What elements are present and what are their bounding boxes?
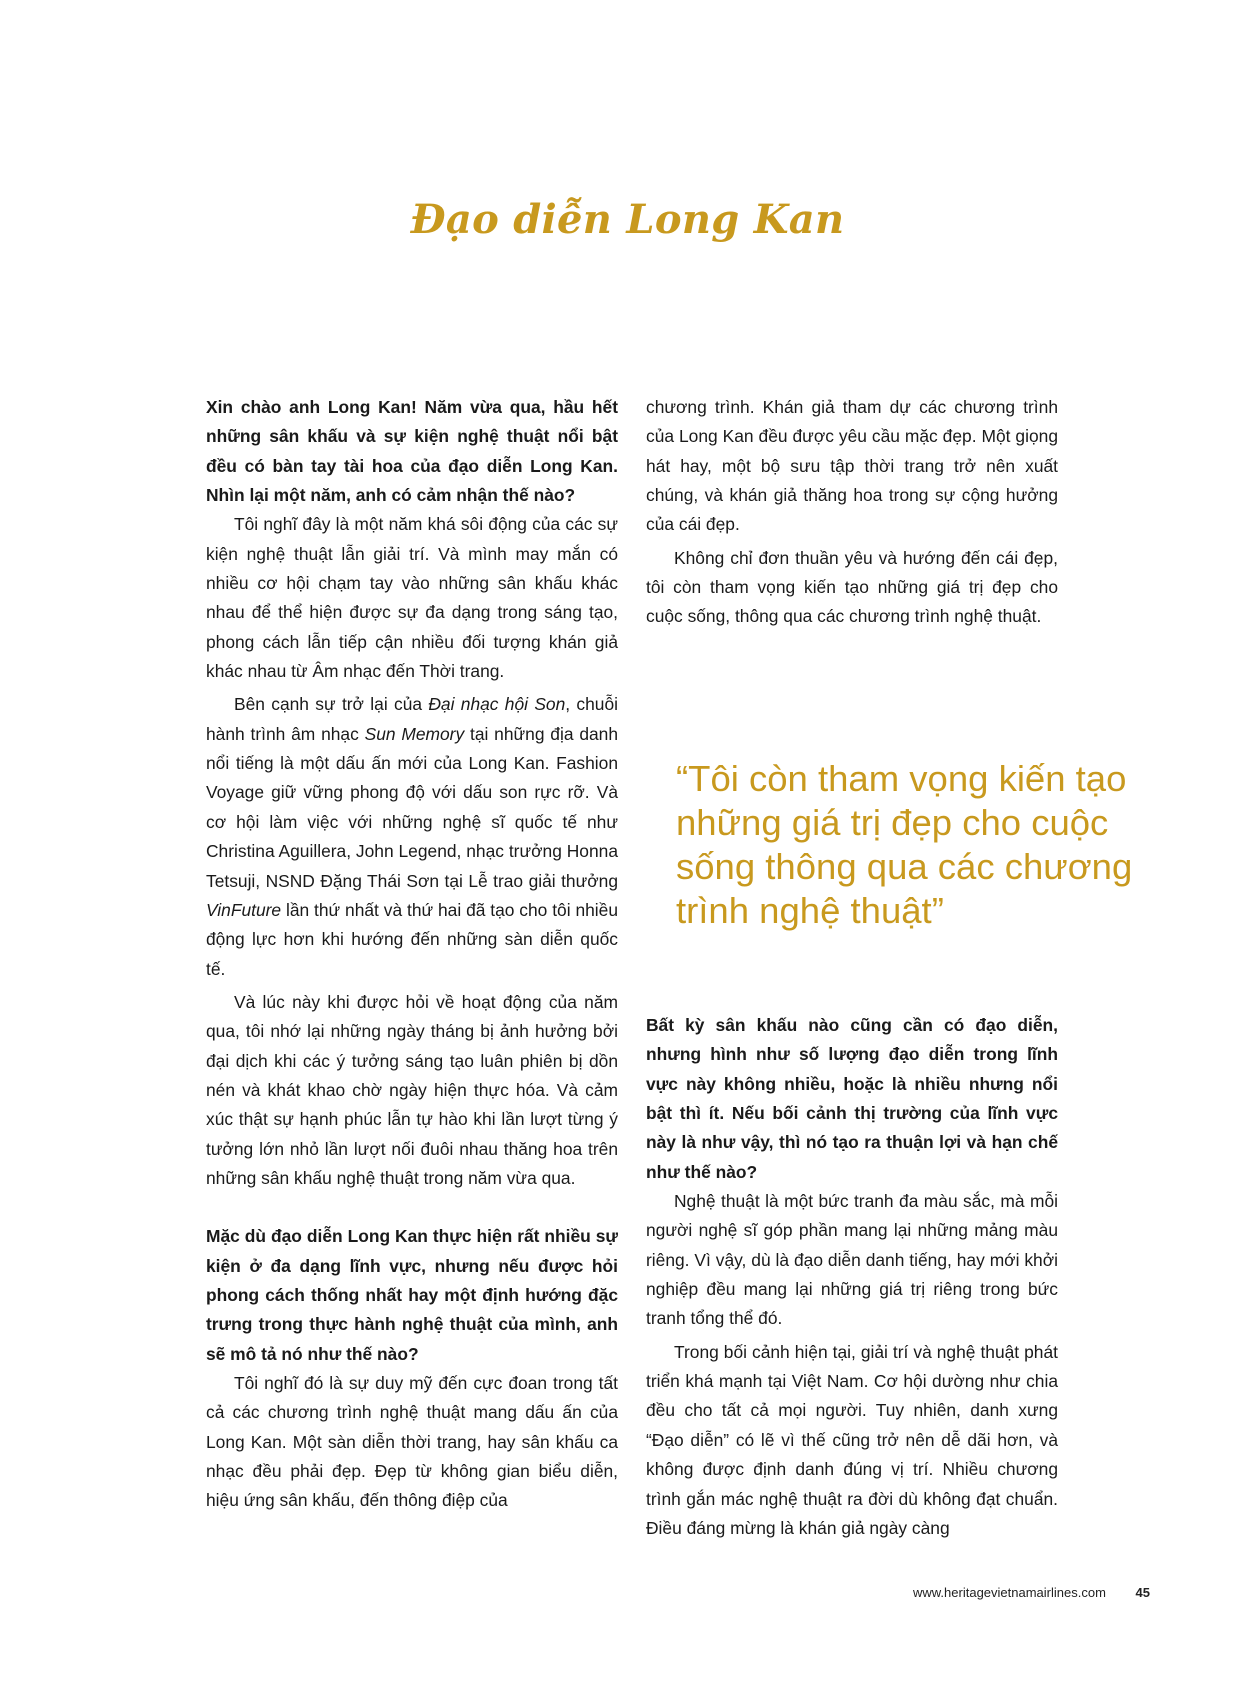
event-name-sun-memory: Sun Memory [364,723,465,744]
answer-6: Nghệ thuật là một bức tranh đa màu sắc, mà mỗi người nghệ sĩ góp phần mang lại những mảng màu riêng. Vì vậy, dù là đạo diễn danh tiếng, hay mới khởi nghiệp đều mang lại những giá trị riêng trong bức tranh tổng thể đó. [646,1191,1058,1329]
question-1: Xin chào anh Long Kan! Năm vừa qua, hầu hết những sân khấu và sự kiện nghệ thuật nổi bật đều có bàn tay tài hoa của đạo diễn Long Kan. Nhìn lại một năm, anh có cảm nhận thế nào? [206,397,618,506]
page-footer [0,1585,1150,1600]
answer-3: Và lúc này khi được hỏi về hoạt động của năm qua, tôi nhớ lại những ngày tháng bị ảnh hưởng bởi đại dịch khi các ý tưởng sáng tạo luân phiên bị dồn nén và khát khao chờ ngày hiện thực hóa. Và cảm xúc thật sự hạnh phúc lẫn tự hào khi lần lượt từng ý tưởng lớn nhỏ lần lượt nối đuôi nhau thăng hoa trên những sân khấu nghệ thuật trong năm vừa qua. [206,991,618,1188]
event-name-dai-nhac-hoi-son: Đại nhạc hội Son [428,694,566,715]
right-column-bottom [646,1011,1058,1543]
event-name-vinfuture: VinFuture [206,899,282,920]
question-3: Bất kỳ sân khấu nào cũng cần có đạo diễn, nhưng hình như số lượng đạo diễn trong lĩnh vực này không nhiều, hoặc là nhiều nhưng nổi bật thì ít. Nếu bối cảnh thị trường của lĩnh vực này là như vậy, thì nó tạo ra thuận lợi và hạn chế như thế nào? [646,1015,1058,1182]
right-column-top [646,393,1058,632]
pull-quote: “Tôi còn tham vọng kiến tạo những giá trị đẹp cho cuộc sống thông qua các chương trình nghệ thuật” [676,758,1133,931]
answer-2-text-3: tại những địa danh nổi tiếng là một dấu ấn mới của Long Kan. Fashion Voyage giữ vững phong độ với dấu son rực rỡ. Và cơ hội làm việc với những nghệ sĩ quốc tế như Christina Aguillera, John Legend, nhạc trưởng Honna Tetsuji, NSND Đặng Thái Sơn tại Lễ trao giải thưởng [206,723,619,891]
answer-7: Trong bối cảnh hiện tại, giải trí và nghệ thuật phát triển khá mạnh tại Việt Nam. Cơ hội dường như chia đều cho tất cả mọi người. Tuy nhiên, danh xưng “Đạo diễn” có lẽ vì thế cũng trở nên dễ dãi hơn, và không được định danh đúng vị trí. Nhiều chương trình gắn mác nghệ thuật ra đời dù không đạt chuẩn. Điều đáng mừng là khán giả ngày càng [646,1341,1058,1538]
page-number: 45 [1135,1585,1150,1600]
answer-5: Không chỉ đơn thuần yêu và hướng đến cái đẹp, tôi còn tham vọng kiến tạo những giá trị đẹp cho cuộc sống, thông qua các chương trình nghệ thuật. [646,547,1058,627]
website-url: www.heritagevietnamairlines.com [912,1585,1106,1600]
answer-4-continued: chương trình. Khán giả tham dự các chương trình của Long Kan đều được yêu cầu mặc đẹp. Một giọng hát hay, một bộ sưu tập thời trang trở nên xuất chúng, và khán giả thăng hoa trong sự cộng hưởng của cái đẹp. [646,397,1058,535]
answer-4: Tôi nghĩ đó là sự duy mỹ đến cực đoan trong tất cả các chương trình nghệ thuật mang dấu ấn của Long Kan. Một sàn diễn thời trang, hay sân khấu ca nhạc đều phải đẹp. Đẹp từ không gian biểu diễn, hiệu ứng sân khấu, đến thông điệp của [206,1373,618,1511]
article-title: Đạo diễn Long Kan [410,196,845,243]
left-column [206,393,618,1516]
answer-2-text-1: Bên cạnh sự trở lại của [234,694,429,715]
answer-1: Tôi nghĩ đây là một năm khá sôi động của các sự kiện nghệ thuật lẫn giải trí. Và mình may mắn có nhiều cơ hội chạm tay vào những sân khấu khác nhau để thể hiện được sự đa dạng trong sáng tạo, phong cách lẫn tiếp cận nhiều đối tượng khán giả khác nhau từ Âm nhạc đến Thời trang. [206,514,618,682]
answer-2 [206,690,618,983]
question-2: Mặc dù đạo diễn Long Kan thực hiện rất nhiều sự kiện ở đa dạng lĩnh vực, nhưng nếu được hỏi phong cách thống nhất hay một định hướng đặc trưng trong thực hành nghệ thuật của mình, anh sẽ mô tả nó như thế nào? [206,1226,618,1364]
answer-2-text-4: lần thứ nhất và thứ hai đã tạo cho tôi nhiều động lực hơn khi hướng đến những sàn diễn quốc tế. [206,899,618,979]
answer-2-text-2: , chuỗi hành trình âm nhạc [206,694,618,744]
